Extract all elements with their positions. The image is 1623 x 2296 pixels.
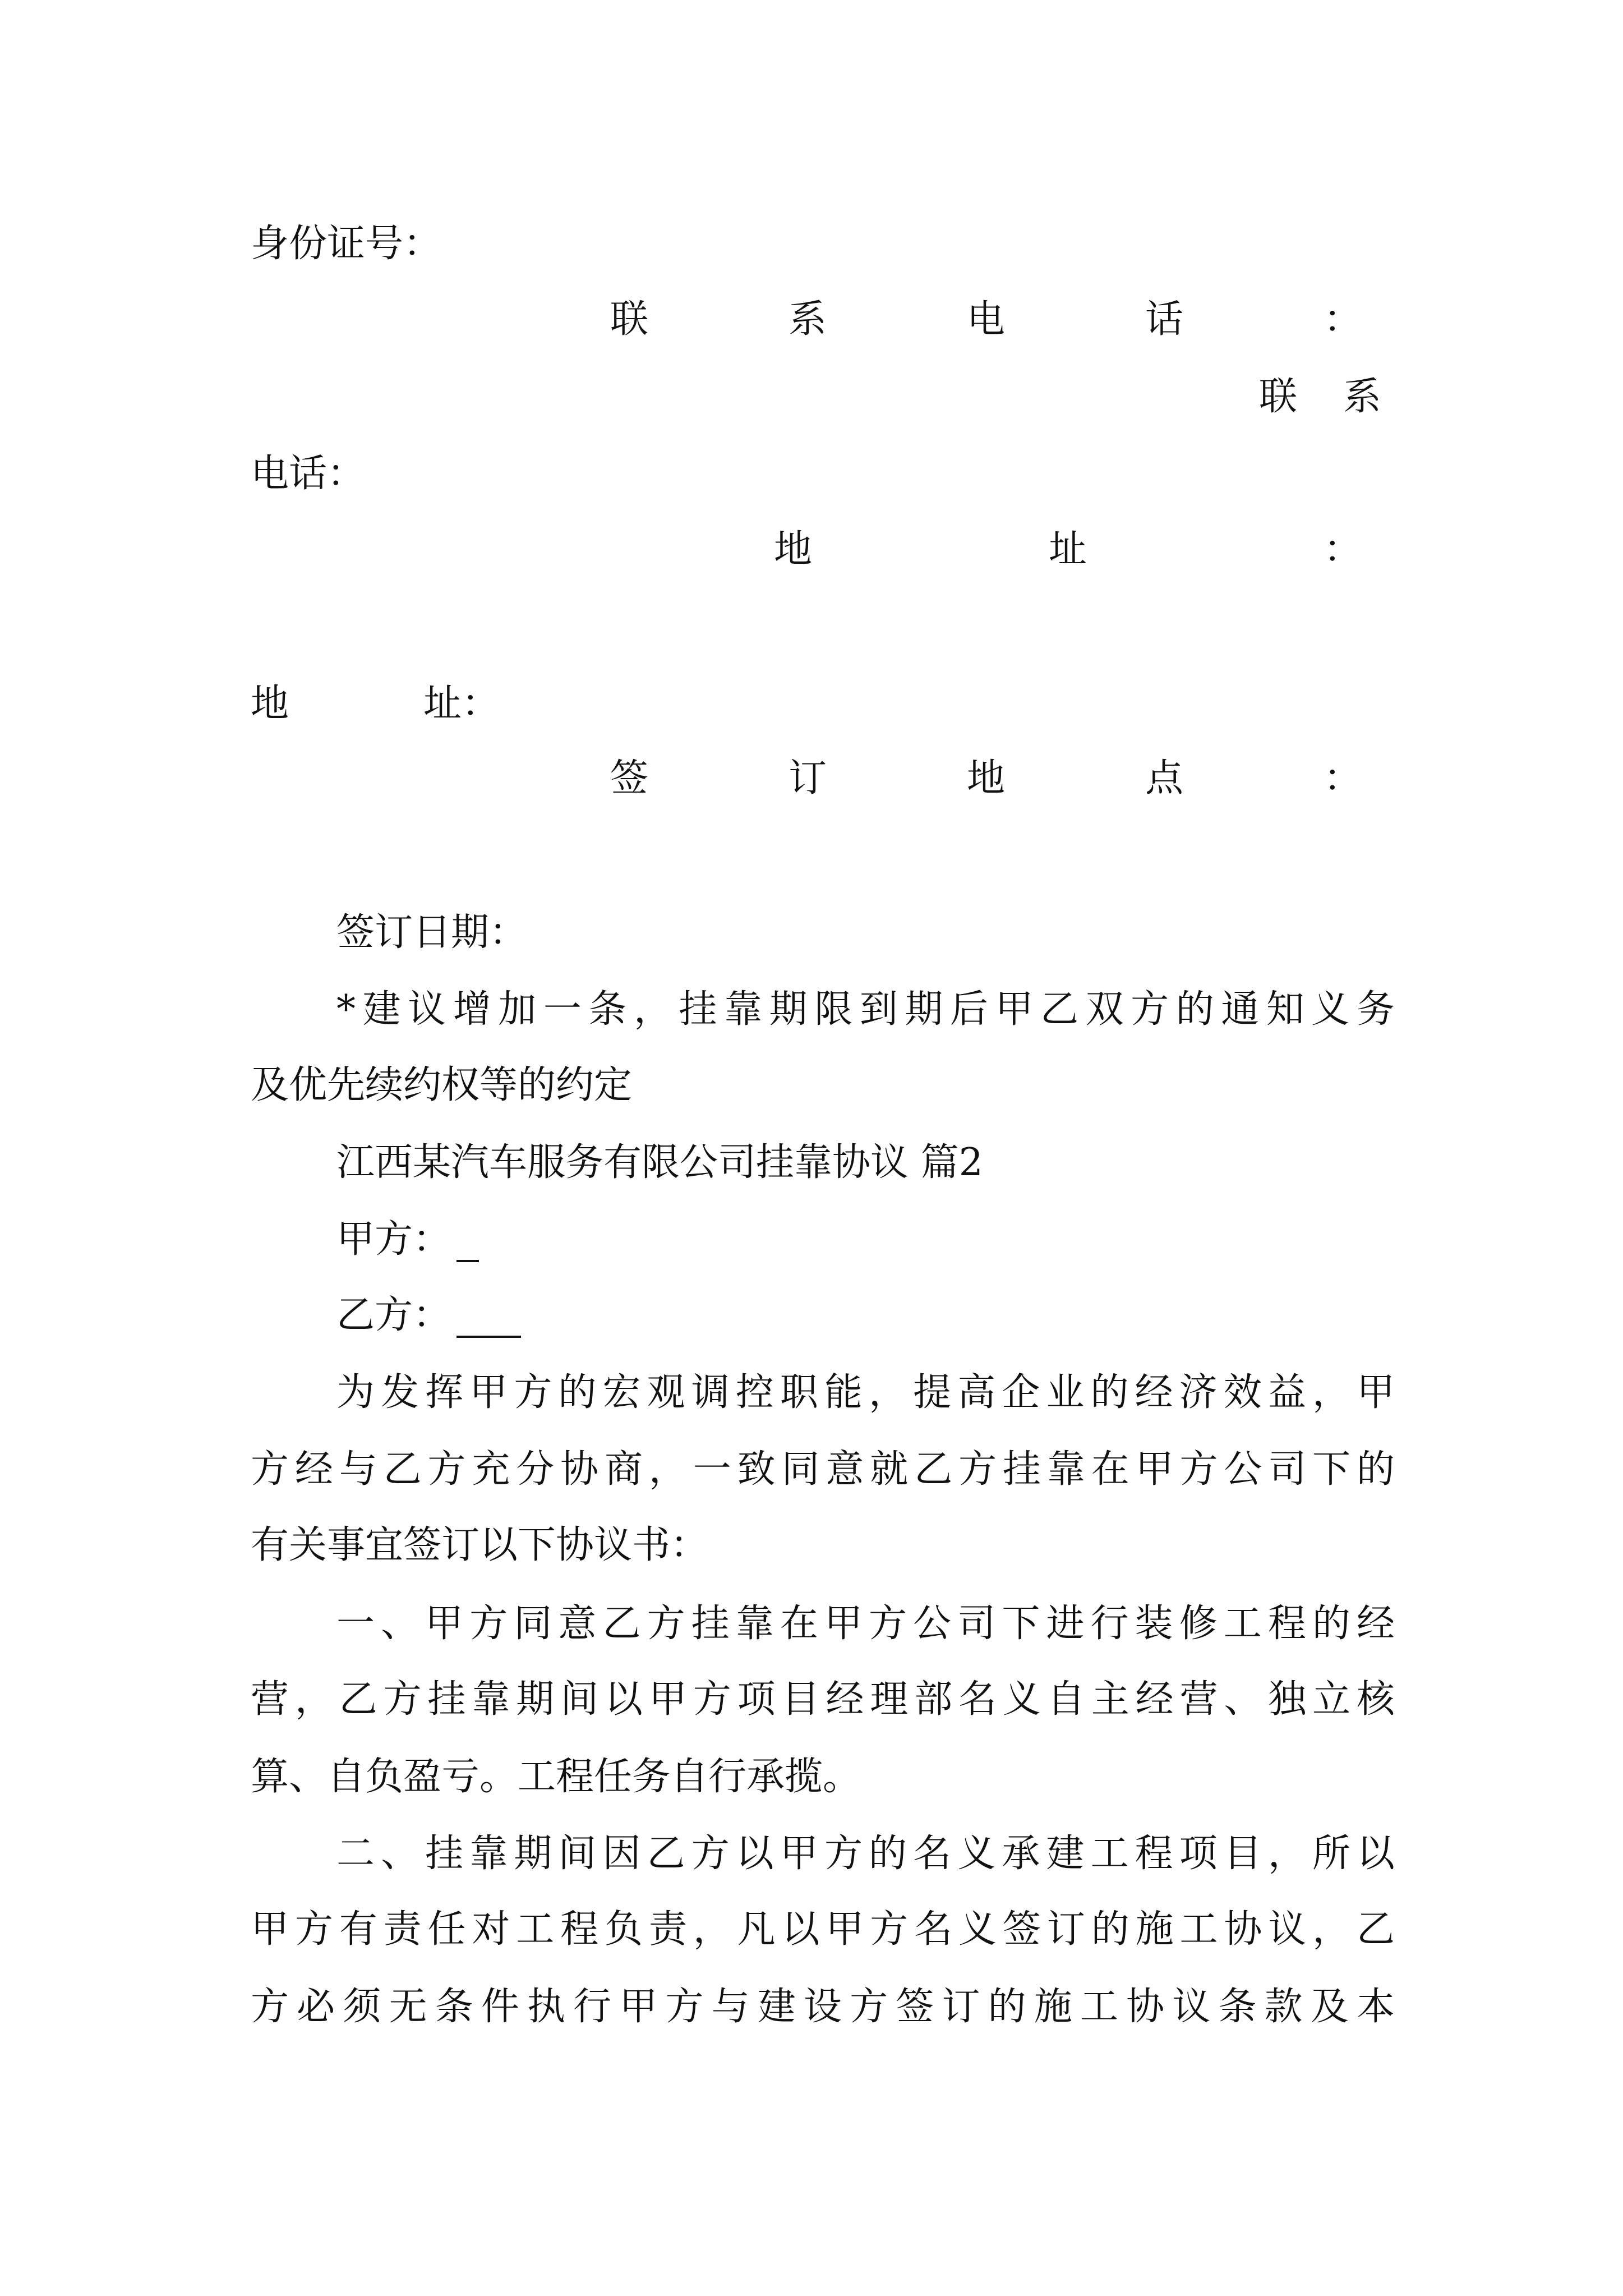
signing-place-row: [610, 756, 1362, 801]
phone-char: 系: [788, 297, 827, 342]
party-b-label: 乙方：: [336, 1293, 451, 1337]
phone-char: ：: [1323, 297, 1362, 342]
address-label-b: 址：: [423, 682, 500, 726]
clause1-line-1: 一、甲方同意乙方挂靠在甲方公司下进行装修工程的经: [336, 1602, 1401, 1646]
id-number-label: 身份证号：: [251, 222, 442, 266]
address-row: [774, 527, 1362, 572]
agreement-title: 江西某汽车服务有限公司挂靠协议 篇2: [336, 1140, 983, 1185]
place-char: 点: [1145, 756, 1183, 800]
contact-phone-wrap-cont: 电话：: [251, 452, 366, 496]
clause1-line-3: 算、自负盈亏。工程任务自行承揽。: [251, 1755, 861, 1799]
party-a-label: 甲方：: [336, 1217, 451, 1262]
phone-char: 电: [966, 297, 1005, 342]
note-line-1: *建议增加一条，挂靠期限到期后甲乙双方的通知义务: [336, 987, 1402, 1032]
place-char: 签: [610, 756, 649, 800]
address-label-a: 地: [251, 682, 289, 726]
note-line-2: 及优先续约权等的约定: [251, 1063, 633, 1107]
party-a-blank: [457, 1226, 479, 1262]
party-b-blank: [457, 1302, 521, 1338]
address-char: 址: [1048, 527, 1087, 572]
signing-date-label: 签订日期：: [336, 910, 528, 955]
contact-phone-wrap-head: 联: [1259, 375, 1298, 419]
address-char: ：: [1323, 527, 1362, 572]
preamble-line-1: 为发挥甲方的宏观调控职能，提高企业的经济效益，甲: [336, 1370, 1401, 1415]
clause1-line-2: 营，乙方挂靠期间以甲方项目经理部名义自主经营、独立核: [251, 1677, 1401, 1722]
clause2-line-2: 甲方有责任对工程负责，凡以甲方名义签订的施工协议，乙: [251, 1907, 1401, 1952]
clause2-line-3: 方必须无条件执行甲方与建设方签订的施工协议条款及本: [251, 1985, 1403, 2029]
place-char: 订: [788, 756, 827, 800]
phone-char: 联: [610, 297, 649, 342]
clause2-line-1: 二、挂靠期间因乙方以甲方的名义承建工程项目，所以: [336, 1832, 1401, 1876]
preamble-line-3: 有关事宜签订以下协议书：: [251, 1523, 709, 1567]
address-char: 地: [774, 527, 813, 572]
preamble-line-2: 方经与乙方充分协商，一致同意就乙方挂靠在甲方公司下的: [251, 1447, 1401, 1492]
party-b-line: [336, 1293, 521, 1338]
place-char: 地: [966, 756, 1005, 800]
contact-phone-wrap-tail: 系: [1343, 375, 1382, 419]
phone-char: 话: [1145, 297, 1183, 342]
party-a-line: [336, 1217, 479, 1262]
place-char: ：: [1323, 756, 1362, 800]
contact-phone-row: [610, 297, 1362, 342]
